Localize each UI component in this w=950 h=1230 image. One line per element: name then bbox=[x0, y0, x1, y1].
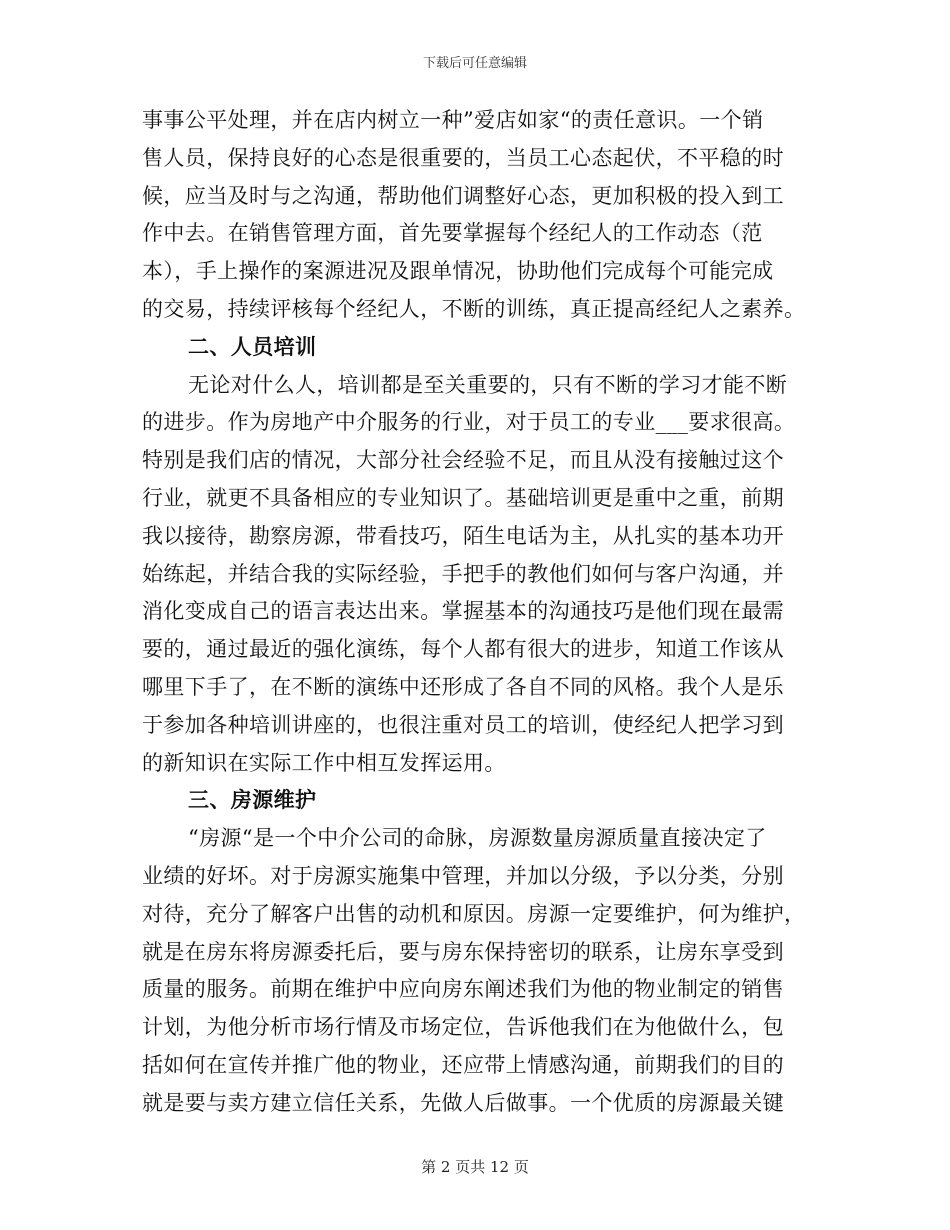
body-line: 哪里下手了，在不断的演练中还形成了各自不同的风格。我个人是乐 bbox=[142, 674, 784, 699]
body-line: 行业，就更不具备相应的专业知识了。基础培训更是重中之重，前期 bbox=[142, 485, 784, 510]
body-line: 售人员，保持良好的心态是很重要的，当员工心态起伏，不平稳的时 bbox=[142, 145, 784, 170]
section-heading-listing-maintenance: 三、房源维护 bbox=[188, 788, 317, 813]
body-line: 就是在房东将房源委托后，要与房东保持密切的联系，让房东享受到 bbox=[142, 939, 784, 964]
body-line: 于参加各种培训讲座的，也很注重对员工的培训，使经纪人把学习到 bbox=[142, 712, 784, 737]
body-line: 无论对什么人，培训都是至关重要的，只有不断的学习才能不断 bbox=[188, 372, 788, 397]
body-line: 质量的服务。前期在维护中应向房东阐述我们为他的物业制定的销售 bbox=[142, 977, 784, 1002]
body-line: 的进步。作为房地产中介服务的行业，对于员工的专业___要求很高。 bbox=[142, 410, 796, 435]
section-heading-personnel-training: 二、人员培训 bbox=[188, 334, 317, 359]
body-line: 本），手上操作的案源进况及跟单情况，协助他们完成每个可能完成 bbox=[142, 259, 774, 284]
body-line: 作中去。在销售管理方面，首先要掌握每个经纪人的工作动态（范 bbox=[142, 221, 763, 246]
page-footer: 第 2 页共 12 页 bbox=[421, 1158, 529, 1176]
body-line: 就是要与卖方建立信任关系，先做人后做事。一个优质的房源最关键 bbox=[142, 1090, 784, 1115]
body-line: 消化变成自己的语言表达出来。掌握基本的沟通技巧是他们现在最需 bbox=[142, 599, 784, 624]
body-line: 始练起，并结合我的实际经验，手把手的教他们如何与客户沟通，并 bbox=[142, 561, 784, 586]
body-line: 计划，为他分析市场行情及市场定位，告诉他我们在为他做什么，包 bbox=[142, 1015, 784, 1040]
body-line: “房源“是一个中介公司的命脉，房源数量房源质量直接决定了 bbox=[188, 826, 767, 851]
body-line: 我以接待，勘察房源，带看技巧，陌生电话为主，从扎实的基本功开 bbox=[142, 523, 784, 548]
body-line: 业绩的好坏。对于房源实施集中管理，并加以分级，予以分类，分别 bbox=[142, 863, 784, 888]
page-header: 下载后可任意编辑 bbox=[422, 56, 527, 71]
body-line: 候，应当及时与之沟通，帮助他们调整好心态，更加积极的投入到工 bbox=[142, 183, 784, 208]
body-line: 对待，充分了解客户出售的动机和原因。房源一定要维护，何为维护， bbox=[142, 901, 806, 926]
body-line: 的交易，持续评核每个经纪人，不断的训练，真正提高经纪人之素养。 bbox=[142, 296, 806, 321]
body-line: 特别是我们店的情况，大部分社会经验不足，而且从没有接触过这个 bbox=[142, 448, 784, 473]
body-line: 括如何在宣传并推广他的物业，还应带上情感沟通，前期我们的目的 bbox=[142, 1052, 784, 1077]
document-body bbox=[142, 102, 810, 1123]
body-line: 事事公平处理，并在店内树立一种”爱店如家“的责任意识。一个销 bbox=[142, 108, 764, 132]
body-line: 的新知识在实际工作中相互发挥运用。 bbox=[142, 750, 506, 775]
body-line: 要的，通过最近的强化演练，每个人都有很大的进步，知道工作该从 bbox=[142, 637, 784, 662]
